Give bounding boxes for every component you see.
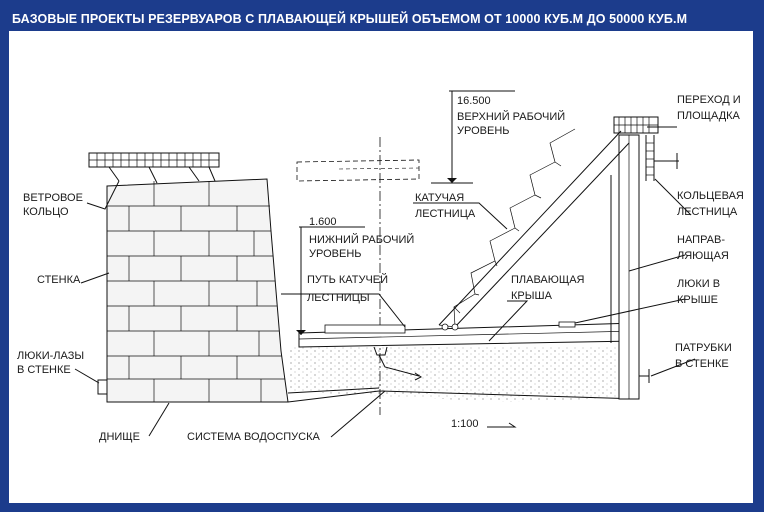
label-bottom: ДНИЩЕ [99,431,140,443]
label-manholes-roof-2: КРЫШЕ [677,294,718,306]
wall-nozzle [639,369,649,383]
roof-manhole [559,322,575,327]
label-ladder-path-1: ПУТЬ КАТУЧЕЙ [307,274,389,286]
label-manholes-wall-1: ЛЮКИ-ЛАЗЫ [17,350,85,362]
right-wall [614,117,679,399]
tank-wall [107,179,288,402]
label-wind-ring-1: ВЕТРОВОЕ [23,192,83,204]
label-guide-2: ЛЯЮЩАЯ [677,250,729,262]
label-level-upper-1: ВЕРХНИЙ РАБОЧИЙ [457,111,566,123]
label-manholes-wall-2: В СТЕНКЕ [17,364,71,376]
label-level-lower-value: 1.600 [309,216,337,228]
label-ring-ladder-1: КОЛЬЦЕВАЯ [677,190,744,202]
label-nozzles-2: В СТЕНКЕ [675,358,729,370]
label-rolling-ladder-2: ЛЕСТНИЦА [415,208,476,220]
wind-ring [89,153,219,183]
label-manholes-roof-1: ЛЮКИ В [677,278,721,290]
label-wall: СТЕНКА [37,274,81,286]
label-floating-roof-1: ПЛАВАЮЩАЯ [511,274,585,286]
label-nozzles-1: ПАТРУБКИ [675,342,732,354]
diagram-panel [9,31,753,503]
label-scale: 1:100 [451,418,479,430]
label-level-upper-value: 16.500 [457,95,491,107]
roof-upper-position [297,160,419,181]
label-floating-roof-2: КРЫША [511,290,552,302]
label-ring-ladder-2: ЛЕСТНИЦА [677,206,738,218]
label-level-lower-1: НИЖНИЙ РАБОЧИЙ [309,234,415,246]
label-level-lower-2: УРОВЕНЬ [309,248,362,260]
label-level-upper-2: УРОВЕНЬ [457,125,510,137]
label-wind-ring-2: КОЛЬЦО [23,206,69,218]
label-transition-1: ПЕРЕХОД И [677,94,741,106]
label-guide-1: НАПРАВ- [677,234,726,246]
page-title: БАЗОВЫЕ ПРОЕКТЫ РЕЗЕРВУАРОВ С ПЛАВАЮЩЕЙ КРЫШЕЙ ОБЪЕМОМ ОТ 10000 КУБ.М ДО 50000 КУБ.М [12,12,688,26]
label-drain-system: СИСТЕМА ВОДОСПУСКА [187,431,320,443]
ring-ladder [646,135,654,181]
label-transition-2: ПЛОЩАДКА [677,110,740,122]
label-ladder-path-2: ЛЕСТНИЦЫ [307,292,370,304]
wall-manhole [98,380,107,394]
label-rolling-ladder-1: КАТУЧАЯ [415,192,465,204]
tank-diagram [9,31,753,503]
